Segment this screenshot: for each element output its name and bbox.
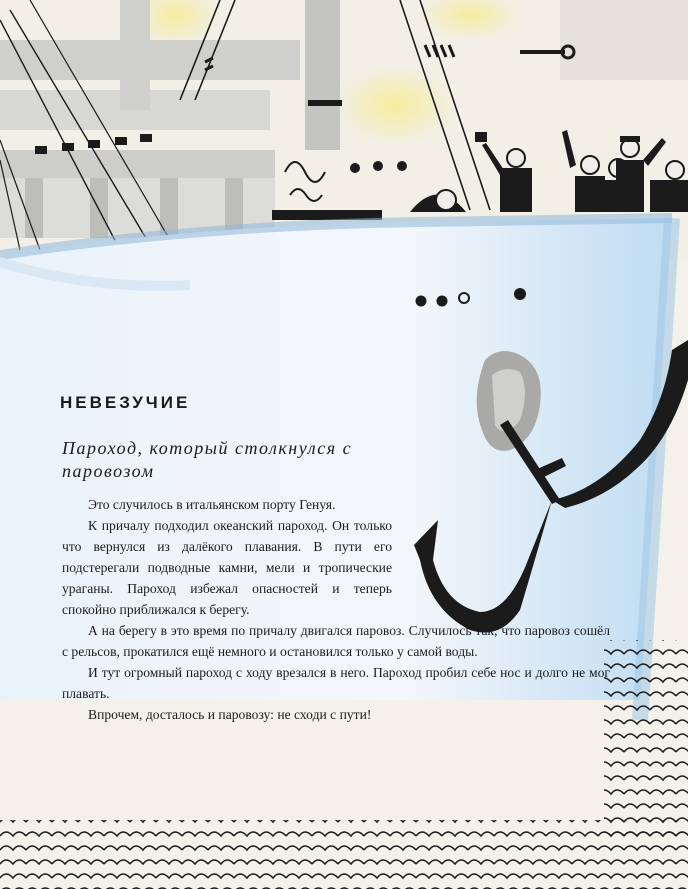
paragraph-1: Это случилось в итальянском порту Генуя. [88,497,336,512]
paragraph-4: И тут огромный пароход с ходу врезался в него. Пароход пробил себе нос и долго не мог плавать. [62,665,610,701]
story-title: Пароход, который столкнулся с паровозом [62,438,353,481]
paragraph-5: Впрочем, досталось и паровозу: не сходи с пути! [88,707,372,722]
chapter-title: НЕВЕЗУЧИЕ [60,393,191,412]
story-body [62,494,610,725]
paragraph-2: К причалу подходил океанский пароход. Он только что вернулся из далёкого плавания. В пути его подстерегали подводные камни, мели и тропические ураганы. Пароход избежал опасностей и теперь спокойно приближался к берегу. [62,518,392,617]
paragraph-3: А на берегу в это время по причалу двигался паровоз. Случилось так, что паровоз сошёл с рельсов, прокатился ещё немного и остановился только у самой воды. [62,623,610,659]
